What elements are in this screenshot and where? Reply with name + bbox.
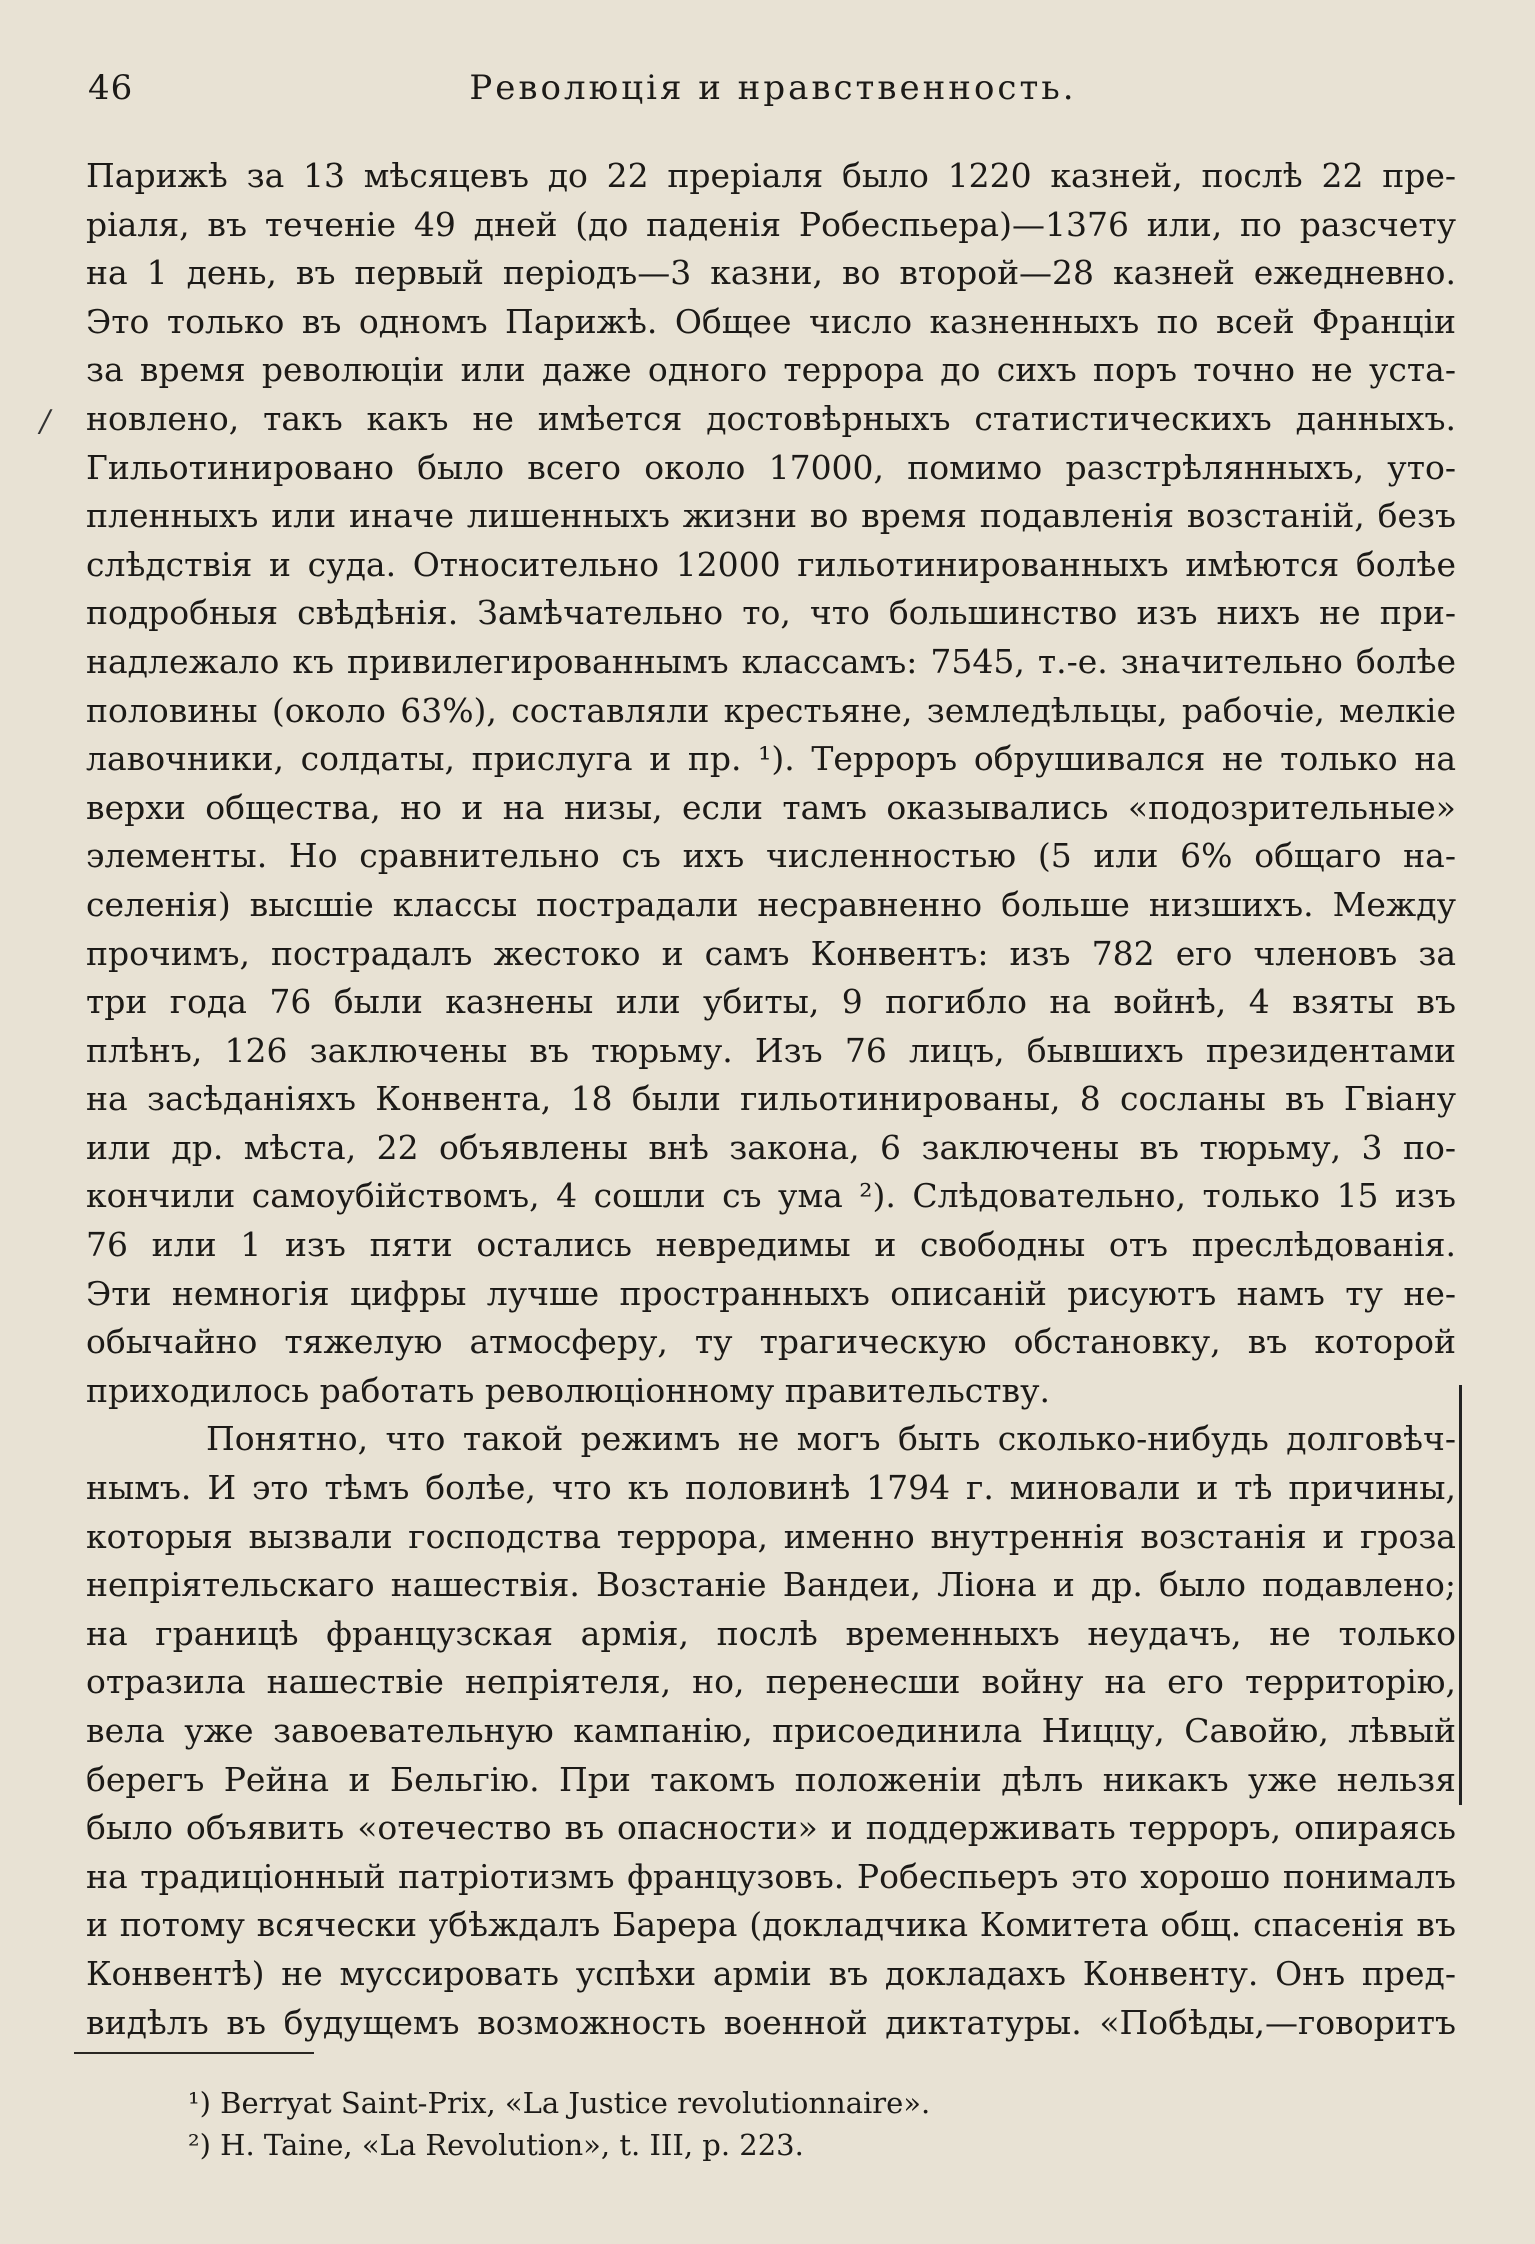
text-line: которыя вызвали господства террора, именно внутреннія возстанія и гроза — [86, 1516, 1456, 1556]
text-line: ріаля, въ теченіе 49 дней (до паденія Робеспьера)—1376 или, по разсчету — [86, 204, 1456, 244]
text-line: нымъ. И это тѣмъ болѣе, что къ половинѣ 1794 г. миновали и тѣ причины, — [86, 1468, 1456, 1508]
text-line: слѣдствія и суда. Относительно 12000 гильотинированныхъ имѣются болѣе — [86, 544, 1456, 584]
footnote-divider — [74, 2052, 314, 2054]
text-line: 76 или 1 изъ пяти остались невредимы и свободны отъ преслѣдованія. — [86, 1225, 1456, 1265]
running-title: Революція и нравственность. — [469, 68, 1077, 108]
text-line: непріятельскаго нашествія. Возстаніе Вандеи, Ліона и др. было подавлено; — [86, 1565, 1456, 1605]
footnote-1: ¹) Berryat Saint-Prix, «La Justice revolutionnaire». — [188, 2086, 931, 2120]
text-line: новлено, такъ какъ не имѣется достовѣрныхъ статистическихъ данныхъ. — [86, 398, 1456, 438]
text-line: или др. мѣста, 22 объявлены внѣ закона, 6 заключены въ тюрьму, 3 по- — [86, 1127, 1456, 1167]
text-line: было объявить «отечество въ опасности» и поддерживать терроръ, опираясь — [86, 1808, 1456, 1848]
paragraph-first-line: Понятно, что такой режимъ не могъ быть сколько-нибудь долговѣч- — [206, 1419, 1456, 1459]
text-line: Эти немногія цифры лучше пространныхъ описаній рисуютъ намъ ту не- — [86, 1273, 1456, 1313]
text-line: кончили самоубійствомъ, 4 сошли съ ума ²). Слѣдовательно, только 15 изъ — [86, 1176, 1456, 1216]
text-line: лавочники, солдаты, прислуга и пр. ¹). Терроръ обрушивался не только на — [86, 739, 1456, 779]
text-line: плѣнъ, 126 заключены въ тюрьму. Изъ 76 лицъ, бывшихъ президентами — [86, 1030, 1456, 1070]
text-line: три года 76 были казнены или убиты, 9 погибло на войнѣ, 4 взяты въ — [86, 982, 1456, 1022]
margin-bracket-line — [1459, 1385, 1462, 1805]
page-number: 46 — [88, 68, 134, 108]
text-line: Это только въ одномъ Парижѣ. Общее число казненныхъ по всей Франціи — [86, 301, 1456, 341]
text-line: половины (около 63%), составляли крестьяне, земледѣльцы, рабочіе, мелкіе — [86, 690, 1456, 730]
footnotes — [188, 2082, 1388, 2166]
footnote-2: ²) H. Taine, «La Revolution», t. III, p. 223. — [188, 2128, 804, 2162]
text-line: на 1 день, въ первый періодъ—3 казни, во второй—28 казней ежедневно. — [86, 253, 1456, 293]
text-line: на засѣданіяхъ Конвента, 18 были гильотинированы, 8 сосланы въ Гвіану — [86, 1079, 1456, 1119]
text-line: и потому всячески убѣждалъ Барера (докладчика Комитета общ. спасенія въ — [86, 1905, 1456, 1945]
text-line: подробныя свѣдѣнія. Замѣчательно то, что большинство изъ нихъ не при- — [86, 593, 1456, 633]
margin-pencil-mark: / — [40, 404, 51, 439]
text-line: пленныхъ или иначе лишенныхъ жизни во время подавленія возстаній, безъ — [86, 496, 1456, 536]
text-line: Парижѣ за 13 мѣсяцевъ до 22 преріаля было 1220 казней, послѣ 22 пре- — [86, 156, 1456, 195]
text-line: Гильотинировано было всего около 17000, помимо разстрѣлянныхъ, уто- — [86, 447, 1456, 487]
text-line: отразила нашествіе непріятеля, но, перенесши войну на его территорію, — [86, 1662, 1456, 1702]
text-line: за время революціи или даже одного террора до сихъ поръ точно не уста- — [86, 350, 1456, 390]
text-line: надлежало къ привилегированнымъ классамъ: 7545, т.-е. значительно болѣе — [86, 641, 1456, 681]
text-line: вела уже завоевательную кампанію, присоединила Ниццу, Савойю, лѣвый — [86, 1711, 1456, 1750]
text-line: видѣлъ въ будущемъ возможность военной диктатуры. «Побѣды,—говоритъ — [86, 2002, 1456, 2042]
text-line: обычайно тяжелую атмосферу, ту трагическую обстановку, въ которой — [86, 1322, 1456, 1362]
paragraph-last-line: приходилось работать революціонному правительству. — [86, 1370, 1051, 1410]
text-line: Конвентѣ) не муссировать успѣхи арміи въ докладахъ Конвенту. Онъ пред- — [86, 1953, 1456, 1993]
text-line: прочимъ, пострадалъ жестоко и самъ Конвентъ: изъ 782 его членовъ за — [86, 933, 1456, 973]
text-line: на традиціонный патріотизмъ французовъ. Робеспьеръ это хорошо понималъ — [86, 1856, 1456, 1896]
page-header — [88, 68, 1458, 118]
text-line: элементы. Но сравнительно съ ихъ численностью (5 или 6% общаго на- — [86, 836, 1456, 876]
text-line: селенія) высшіе классы пострадали несравненно больше низшихъ. Между — [86, 884, 1456, 924]
text-line: верхи общества, но и на низы, если тамъ оказывались «подозрительные» — [86, 787, 1456, 827]
text-line: на границѣ французская армія, послѣ временныхъ неудачъ, не только — [86, 1613, 1456, 1653]
main-text — [86, 152, 1456, 2047]
text-line: берегъ Рейна и Бельгію. При такомъ положеніи дѣлъ никакъ уже нельзя — [86, 1759, 1456, 1799]
